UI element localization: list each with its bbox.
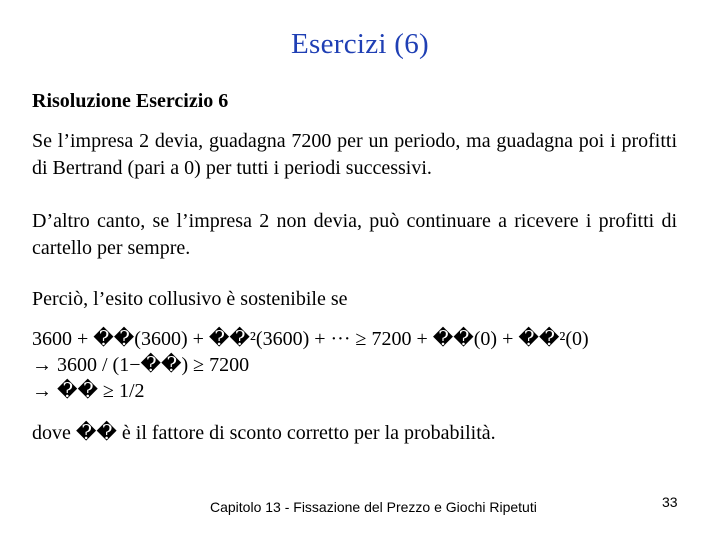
equation-condition: 3600 + ��(3600) + ��²(3600) + ··· ≥ 7200 + ��(0) + ��²(0): [32, 328, 589, 350]
paragraph-definition: dove �� è il fattore di sconto corretto per la probabilità.: [32, 422, 496, 444]
page-number: 33: [662, 494, 678, 510]
equation-simplified: → 3600 / (1−��) ≥ 7200: [32, 354, 250, 376]
slide-title: Esercizi (6): [290, 28, 430, 60]
paragraph-conclusion: Perciò, l’esito collusivo è sostenibile se: [32, 288, 348, 310]
paragraph-no-deviation: D’altro canto, se l’impresa 2 non devia, può continuare a ricevere i profitti di cartello per sempre.: [32, 210, 677, 259]
equation-result: → �� ≥ 1/2: [32, 380, 145, 402]
slide-footer: Capitolo 13 - Fissazione del Prezzo e Giochi Ripetuti: [210, 499, 537, 515]
section-heading: Risoluzione Esercizio 6: [32, 90, 229, 112]
paragraph-deviation: Se l’impresa 2 devia, guadagna 7200 per un periodo, ma guadagna poi i profitti di Bertrand (pari a 0) per tutti i periodi successivi.: [32, 130, 677, 179]
